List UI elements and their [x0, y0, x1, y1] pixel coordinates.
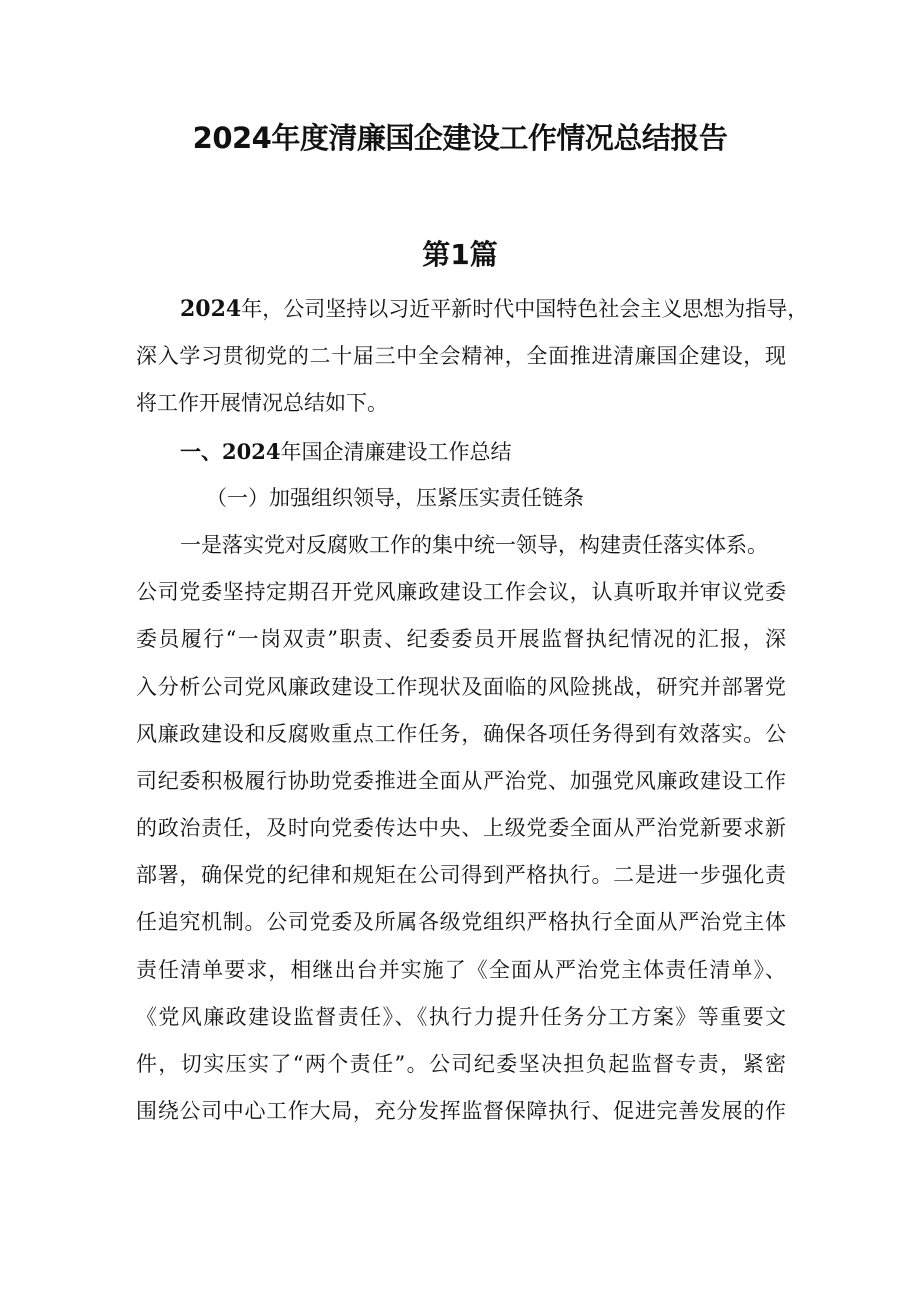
chapter-heading: 第1篇	[422, 238, 498, 271]
paragraph-line: 风廉政建设和反腐败重点工作任务，确保各项任务得到有效落实。公	[136, 721, 786, 746]
paragraph-line: 司纪委积极履行协助党委推进全面从严治党、加强党风廉政建设工作	[136, 768, 786, 793]
paragraph-line: 深入学习贯彻党的二十届三中全会精神，全面推进清廉国企建设，现	[136, 344, 786, 369]
paragraph-line: 公司党委坚持定期召开党风廉政建设工作会议，认真听取并审议党委	[136, 580, 786, 605]
section-number: 一、2024	[180, 438, 281, 464]
paragraph-line: 入分析公司党风廉政建设工作现状及面临的风险挑战，研究并部署党	[136, 674, 786, 699]
paragraph-line: 部署，确保党的纪律和规矩在公司得到严格执行。二是进一步强化责	[136, 863, 786, 888]
paragraph-line: 《党风廉政建设监督责任》、《执行力提升任务分工方案》等重要文	[136, 1004, 786, 1029]
line-text: 年，公司坚持以习近平新时代中国特色社会主义思想为指导，	[241, 297, 809, 321]
paragraph-line: 任追究机制。公司党委及所属各级党组织严格执行全面从严治党主体	[136, 910, 786, 935]
section-heading	[136, 428, 786, 475]
paragraph-line: 围绕公司中心工作大局，充分发挥监督保障执行、促进完善发展的作	[136, 1099, 786, 1124]
paragraph-line: 件，切实压实了“两个责任”。公司纪委坚决担负起监督专责，紧密	[136, 1052, 786, 1076]
paragraph-line: 将工作开展情况总结如下。	[136, 391, 388, 416]
section-title: 年国企清廉建设工作总结	[280, 439, 512, 464]
year-number: 2024	[180, 296, 242, 322]
paragraph-line: 一是落实党对反腐败工作的集中统一领导，构建责任落实体系。	[180, 532, 768, 557]
paragraph-line	[136, 286, 809, 333]
document-title: 2024年度清廉国企建设工作情况总结报告	[192, 121, 728, 155]
document-body	[136, 286, 809, 1135]
subsection-heading: （一）加强组织领导，压紧压实责任链条	[206, 485, 584, 510]
paragraph-line: 责任清单要求，相继出台并实施了《全面从严治党主体责任清单》、	[136, 957, 786, 982]
paragraph-line: 委员履行“一岗双责”职责、纪委委员开展监督执纪情况的汇报，深	[136, 627, 786, 652]
paragraph-line: 的政治责任，及时向党委传达中央、上级党委全面从严治党新要求新	[136, 816, 786, 841]
